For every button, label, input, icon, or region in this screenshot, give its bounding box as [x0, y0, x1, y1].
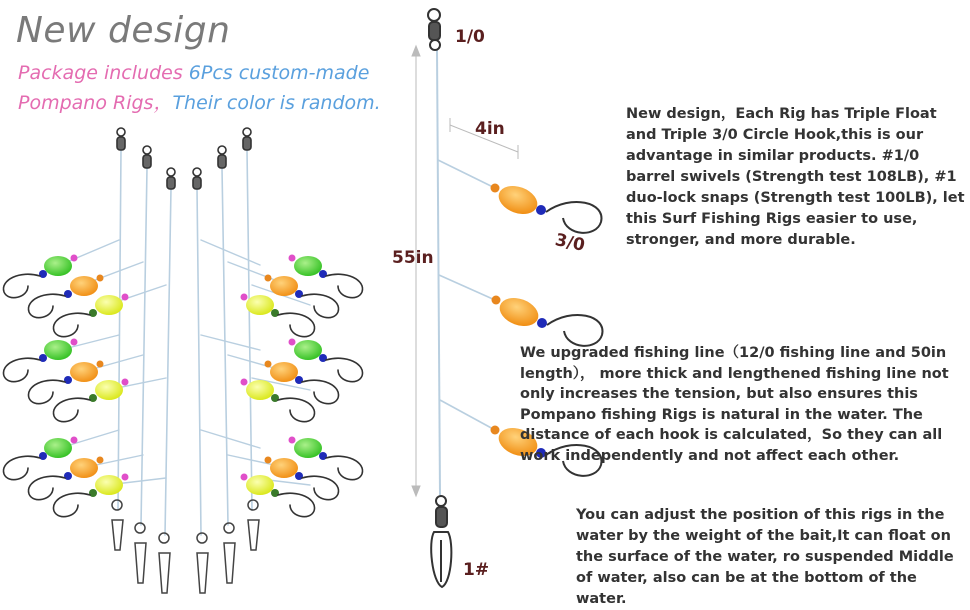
package-count: 6 — [188, 62, 201, 84]
swivel-size-label: 1/0 — [455, 27, 485, 47]
hook-size-label: 3/0 — [553, 230, 587, 256]
main-branches — [438, 160, 495, 430]
position-description: You can adjust the position of this rigs in the water by the weight of the bait,It can float on the surface of the water, ro suspended Middle of water, also can be at the bottom of the water. — [576, 507, 954, 607]
swivel-icon — [428, 9, 440, 50]
package-text-b: Pcs custom-made — [200, 62, 370, 84]
snap-icons-left — [112, 500, 259, 593]
package-line-1 — [18, 62, 369, 84]
main-line — [437, 50, 440, 495]
package-text-c: Pompano Rigs， — [18, 92, 173, 114]
package-text-d: Their color is random. — [172, 92, 381, 114]
length-dimension-arrow — [412, 46, 420, 496]
branch-length-label: 4in — [475, 119, 505, 139]
package-text-a: Package includes — [18, 62, 189, 84]
float-icons-left — [44, 256, 322, 495]
snap-size-label: 1# — [463, 560, 490, 580]
swivel-icons-left — [117, 128, 251, 189]
page-title: New design — [16, 10, 231, 51]
snap-icon — [431, 496, 451, 587]
package-line-2 — [18, 88, 381, 115]
hook-icons-left — [3, 274, 362, 516]
main-rig — [412, 9, 602, 587]
rig-group-left — [3, 128, 362, 593]
design-description: New design，Each Rig has Triple Float and Triple 3/0 Circle Hook,this is our advantage in similar products. #1/0 barrel swivels (Strength test 108LB), #1 duo-lock snaps (Strength test 100LB), let this Surf Fishing Rigs easier to use, stronger, and more durable. — [626, 106, 965, 248]
total-length-label: 55in — [392, 248, 434, 268]
line-description: We upgraded fishing line（12/0 fishing line and 50in length）， more thick and lengthened fishing line not only increases the tension, but also ensures this Pompano fishing Rigs is natural in the water. The distance of each hook is calculated，So they can all work independently and not affect each other. — [520, 345, 949, 464]
